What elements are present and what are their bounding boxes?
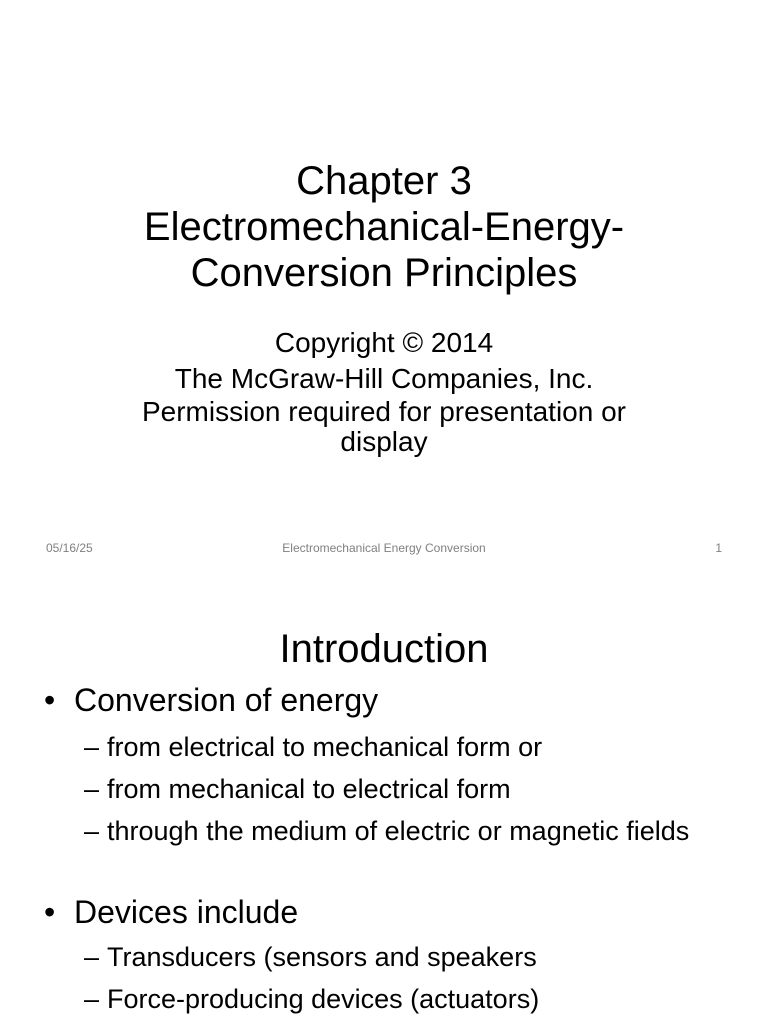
bullet-icon: • — [44, 894, 56, 930]
dash-icon: – — [84, 984, 100, 1014]
sub-bullet-text: from mechanical to electrical form — [107, 774, 511, 804]
sub-bullet-item — [84, 772, 704, 806]
copyright-line: Copyright © 2014 — [274, 327, 494, 358]
bullet-icon: • — [44, 682, 56, 718]
slide-2 — [0, 576, 768, 1024]
permission-line: Permission required for presentation or — [141, 396, 626, 427]
title-line-electromechanical: Electromechanical-Energy- — [143, 205, 625, 249]
sub-bullet-text: from electrical to mechanical form or — [107, 732, 543, 762]
sub-bullet-item — [84, 814, 704, 848]
slide-footer — [0, 541, 768, 559]
sub-bullet-text: Transducers (sensors and speakers — [107, 942, 537, 972]
bullet-text: Conversion of energy — [74, 682, 379, 718]
sub-bullet-item — [84, 940, 704, 974]
sub-bullet-text: Force-producing devices (actuators) — [107, 984, 540, 1014]
dash-icon: – — [84, 942, 100, 972]
bullet-text: Devices include — [74, 894, 299, 930]
sub-bullet-item — [84, 730, 704, 764]
publisher-line: The McGraw-Hill Companies, Inc. — [174, 363, 594, 394]
footer-course-title: Electromechanical Energy Conversion — [282, 541, 486, 555]
dash-icon: – — [84, 816, 100, 846]
title-line-chapter: Chapter 3 — [296, 159, 472, 203]
copyright-notice — [0, 325, 768, 457]
footer-date: 05/16/25 — [46, 541, 93, 555]
sub-bullet-text: through the medium of electric or magnetic fields — [107, 816, 690, 846]
slide-title-introduction: Introduction — [279, 627, 489, 671]
footer-page-number: 1 — [715, 541, 722, 555]
dash-icon: – — [84, 774, 100, 804]
title-line-conversion: Conversion Principles — [190, 251, 578, 295]
dash-icon: – — [84, 732, 100, 762]
slide-title — [0, 158, 768, 296]
permission-line-continued: display — [340, 426, 428, 457]
sub-bullet-item — [84, 982, 704, 1016]
